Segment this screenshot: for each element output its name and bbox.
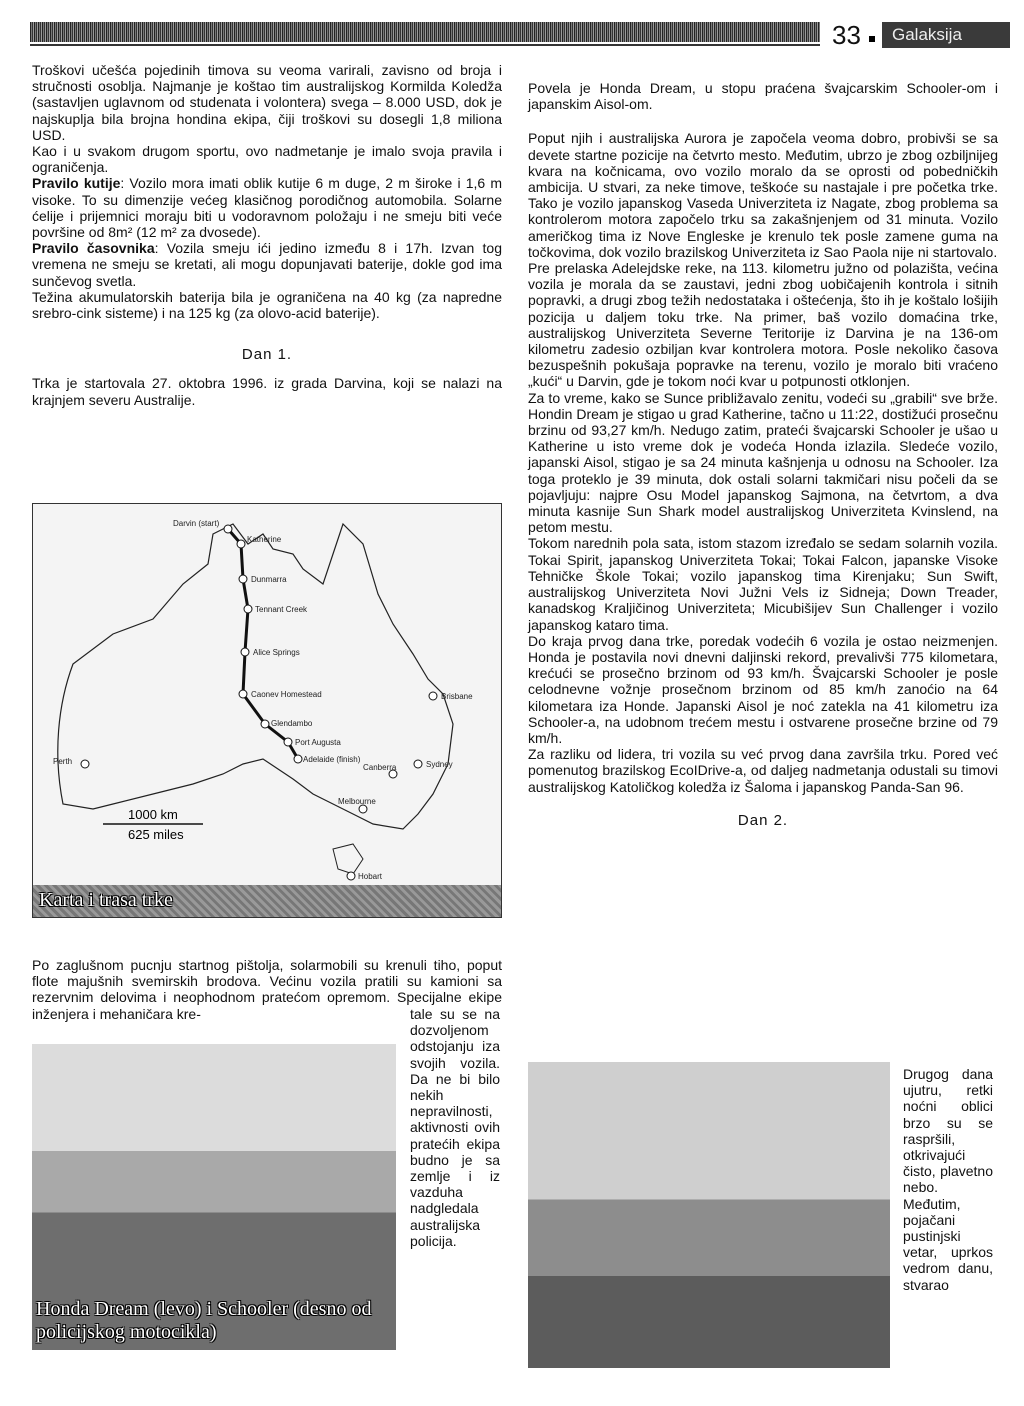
map-label-dunmarra: Dunmarra <box>251 575 287 584</box>
rule-label: Pravilo časovnika <box>32 240 155 257</box>
city-marker <box>261 720 269 728</box>
map-label-perth: Perth <box>53 757 73 766</box>
map-label-canberra: Canberra <box>363 763 397 772</box>
photo-honda-dream <box>32 1044 396 1350</box>
header-rule <box>30 44 820 46</box>
map-label-alice: Alice Springs <box>253 648 300 657</box>
bullet-icon <box>869 36 875 42</box>
map-label-tennant: Tennant Creek <box>255 605 308 614</box>
scale-km: 1000 km <box>128 807 178 822</box>
paragraph: Povela je Honda Dream, u stopu praćena švajcarskim Schooler-om i japanskim Aisol-om. <box>528 80 998 113</box>
paragraph: tale su se na dozvoljenom odstojanju iza svojih vozila. Da ne bi bilo nekih nepravilnosti, aktivnosti ovih pratećih ekipa budno je sa zemlje i iz vazduha nadgledala australijska policija. <box>410 1006 500 1249</box>
paragraph: Kao i u svakom drugom sportu, ovo nadmetanje je imalo svoja pravila i ograničenja. <box>32 143 502 176</box>
city-marker <box>347 872 355 880</box>
city-marker <box>294 755 302 763</box>
city-marker <box>237 540 245 548</box>
page-number: 33 <box>832 20 861 50</box>
map-label-darwin: Darvin (start) <box>173 519 220 528</box>
city-marker <box>284 738 292 746</box>
paragraph: Drugog dana ujutru, retki noćni oblici brzo su se raspršili, otkrivajući čisto, plavetno nebo. Međutim, pojačani pustinjski vetar, uprkos vedrom danu, stvarao <box>903 1066 993 1293</box>
map-label-melbourne: Melbourne <box>338 797 376 806</box>
map-label-adelaide: Adelaide (finish) <box>303 755 361 764</box>
section-badge: Galaksija <box>882 22 1010 48</box>
paragraph: Za to vreme, kako se Sunce približavalo zenitu, vodeći su „grabili“ sve brže. Hondin Dream je stigao u grad Katherine, tačno u 11:22, dostižući prosečnu brzinu od 93,27 km/h. Nedugo zatim, prateći švajcarski Schooler je ušao u Katherine u isto vreme dok je vodeća Honda izlazila. Sledeće vozilo, japanski Aisol, stigao je sa 24 minuta kašnjenja u odnosu na Schooler. Iza toga proteklo je 39 minuta, dok ostali solarni takmičari nisu počeli da se pojavljuju: najpre Osu Model japanskog Sajmona, na četvrtom, a dva minuta kasnije Sun Shark model australijskog Univerziteta Kvinslend, na petom mestu. <box>528 389 998 536</box>
header-decorative-bar <box>30 22 820 42</box>
map-label-hobart: Hobart <box>358 872 383 881</box>
city-marker <box>429 692 437 700</box>
australia-map-svg <box>33 504 501 917</box>
paragraph: Do kraja prvog dana trke, poredak vodećih 6 vozila je ostao neizmenjen. Honda je postavila novi dnevni daljinski rekord, prevalivši 775 kilometara, krećući se prosečno brzinom od 93 km/h. Švajcarski Schooler je posle celodnevne vožnje prosečnom brzinom od 85 km/h zanoćio na 64 kilometara iza Honde. Japanski Aisol je noć zatekla na 41 kilometru iza Schooler-a, na udobnom trećem mestu i ostvarene prosečne brzine od 79 km/h. <box>528 632 998 746</box>
tasmania-outline <box>333 844 363 874</box>
map-caption: Karta i trasa trke <box>39 889 173 911</box>
city-marker <box>244 605 252 613</box>
city-marker <box>239 575 247 583</box>
right-column <box>528 80 998 829</box>
paragraph: Pre prelaska Adelejdske reke, na 113. kilometru južno od polazišta, većina vozila je morala da se zaustavi, jedni zbog uobičajenih kontrola i sitnih popravki, a drugi zbog težih nedostataka i oštećenja, što ih je koštalo lošijih pozicija u daljem toku trke. Na primer, baš vozilo domaćina trke, australijskog Univerziteta Severne Teritorije iz Darvina je na 136-om kilometru zadesio ozbiljan kvar kontrolera motora. Posle nekoliko časova bezuspešnih pokušaja popravke na terenu, vozilo je moralo biti vraćeno „kući“ u Darvin, gde je tokom noći kvar u potpunosti otklonjen. <box>528 260 998 390</box>
map-label-sydney: Sydney <box>426 760 453 769</box>
section-heading: Dan 2. <box>737 811 789 829</box>
paragraph: Tokom narednih pola sata, istom stazom izređalo se sedam solarnih vozila. Tokai Spirit, japanskog Univerziteta Tokai; Tokai Falcon, japanske Visoke Tehničke Škole Tokai; vozilo japanskog tima Kirenjaku; Sun Swift, australijskog Univerziteta Novi Južni Vels iz Sidneja; Down Treader, kanadskog Kraljičinog Univerziteta; Micubišijev Sun Challenger i vozilo japanskog kataro tima. <box>528 535 998 633</box>
city-marker <box>241 648 249 656</box>
map-label-brisbane: Brisbane <box>441 692 473 701</box>
paragraph: Troškovi učešća pojedinih timova su veoma varirali, zavisno od broja i stručnosti osoblja. Najmanje je koštao tim australijskog Kormilda Koledža (sastavljen uglavnom od studenata i volontera) svega – 8.000 USD, dok je najskuplja bila brojna hondina ekipa, čiji troškovi su dosegli 1,8 miliona USD. <box>32 62 502 143</box>
paragraph: Trka je startovala 27. oktobra 1996. iz grada Darvina, koji se nalazi na krajnjem severu Australije. <box>32 375 502 408</box>
paragraph: Po zaglušnom pucnju startnog pištolja, solarmobili su krenuli tiho, poput flote majušnih svemirskih brodova. Većinu vozila pratili su kamioni sa rezervnim delovima i neophodnom pratećom opremom. Specijalne ekipe inženjera i mehaničara kre- <box>32 957 502 1022</box>
paragraph: Poput njih i australijska Aurora je započela veoma dobro, probivši se sa devete startne pozicije na četvrto mesto. Međutim, ubrzo je zbog ozbiljnijeg kvara na kočnicama, ovo vozilo moralo da se oprosti od pobedničkih ambicija. U stvari, za neke timove, teškoće su nastajale i pre početka trke. Tako je vozilo japanskog Vaseda Univerziteta iz Nagate, zbog problema sa kontrolerom motora započelo trku sa zakašnjenjem od 31 minuta. Vozilo američkog tima iz Nove Engleske je krenulo tek posle zamene guma na točkovima, dok vozilo brazilskog Univerziteta iz Sao Paola nije ni startovalo. <box>528 130 998 260</box>
map-label-katherine: Katherine <box>247 535 282 544</box>
paragraph: Težina akumulatorskih baterija bila je ograničena na 40 kg (za napredne srebro-cink sisteme) i na 125 kg (za olovo-acid baterije). <box>32 288 502 322</box>
left-column <box>32 62 502 408</box>
paragraph: Za razliku od lidera, tri vozila su već prvog dana završila trku. Pored već pomenutog brazilskog EcoIDrive-a, od daljeg nadmetanja odustali su timovi australijskog Katoličkog koledža iz Šaloma i japanskog Panda-San 96. <box>528 746 998 795</box>
paragraph: Pravilo časovnika: Vozila smeju ići jedino između 8 i 17h. Izvan tog vremena ne smeju se kretati, ali mogu dopunjavati baterije, dokle god ima sunčevog svetla. <box>32 240 502 289</box>
rule-label: Pravilo kutije <box>32 175 121 192</box>
australia-outline <box>58 524 453 829</box>
wrapped-text <box>410 1006 500 1249</box>
city-marker <box>224 525 232 533</box>
map-label-coober: Caonev Homestead <box>251 690 322 699</box>
section-heading: Dan 1. <box>241 346 293 364</box>
route-map <box>32 503 502 918</box>
city-marker <box>359 805 367 813</box>
scale-miles: 625 miles <box>128 827 184 842</box>
city-marker <box>81 760 89 768</box>
photo-solar-car <box>528 1062 890 1368</box>
city-marker <box>414 760 422 768</box>
photo-caption: Honda Dream (levo) i Schooler (desno od policijskog motocikla) <box>36 1298 372 1343</box>
paragraph: Pravilo kutije: Vozilo mora imati oblik kutije 6 m duge, 2 m široke i 1,6 m visoke. To su dimenzije većeg klasičnog porodičnog automobila. Solarne ćelije i prijemnici moraju biti u vodoravnom položaju i ne smeju biti veće površine od 8m² (12 m² za dvosede). <box>32 175 502 241</box>
map-label-glendambo: Glendambo <box>271 719 313 728</box>
map-label-port: Port Augusta <box>295 738 341 747</box>
city-marker <box>239 690 247 698</box>
wrapped-text <box>903 1066 993 1293</box>
